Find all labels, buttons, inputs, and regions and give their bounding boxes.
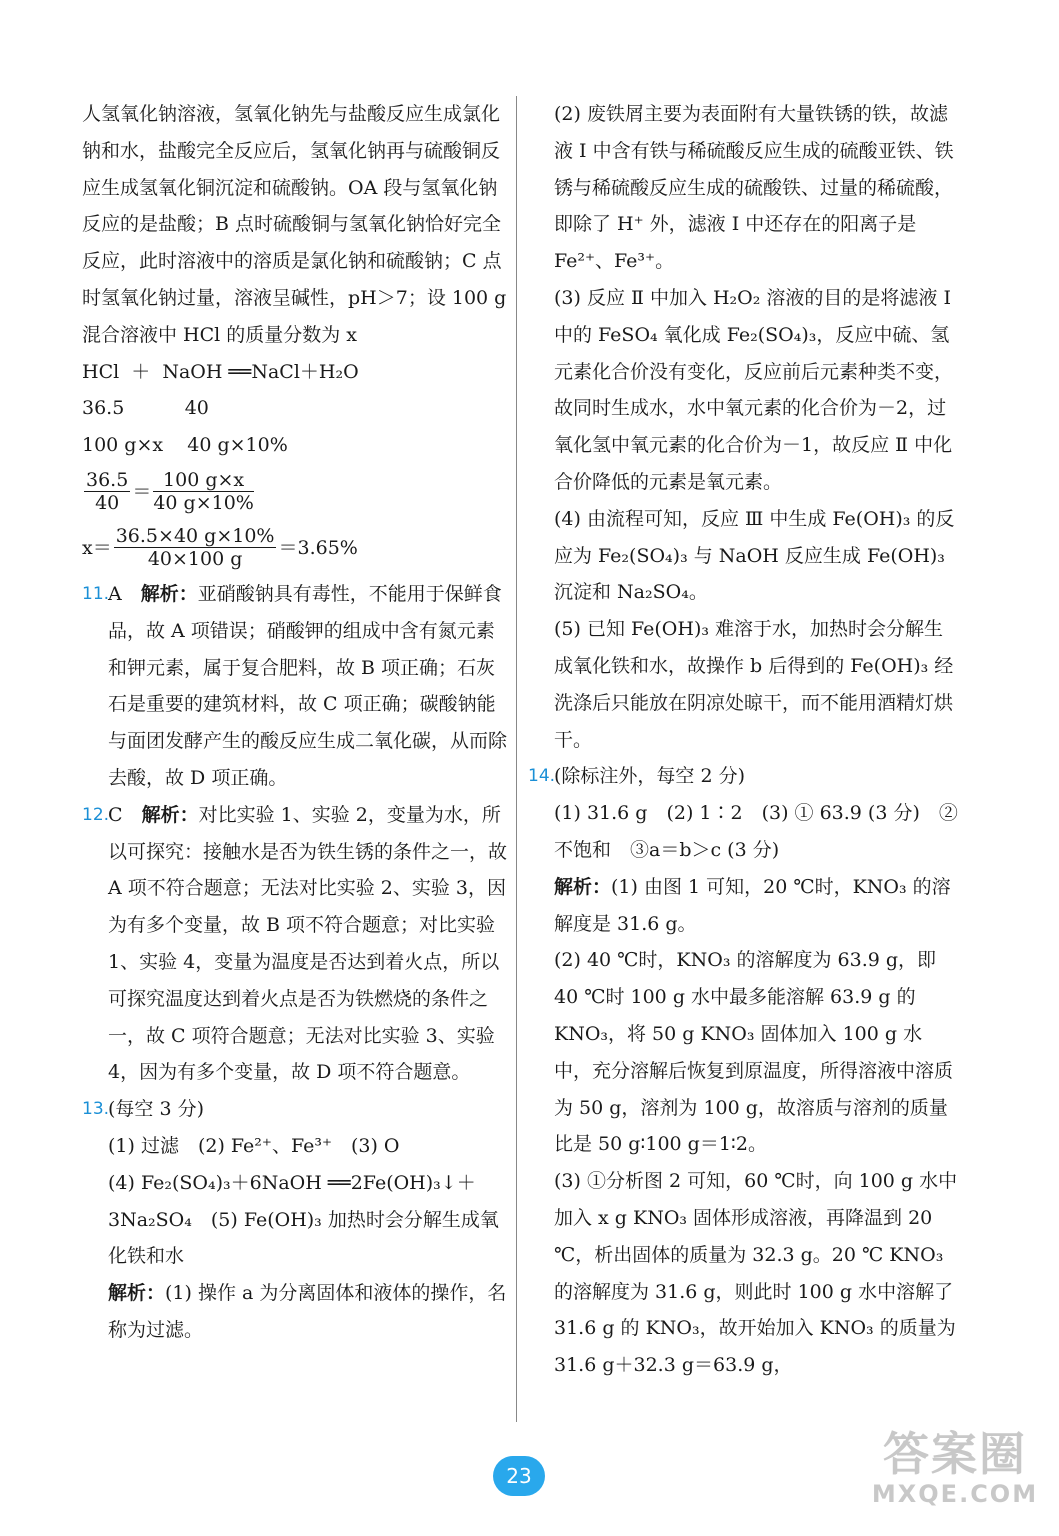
analysis-step-1: (1) 由图 1 可知，20 ℃时，KNO₃ 的溶解度是 31.6 g。 <box>554 875 951 935</box>
right-column <box>528 96 960 1384</box>
answer-line-2: (4) Fe₂(SO₄)₃＋6NaOH ══2Fe(OH)₃↓＋3Na₂SO₄ (5) Fe(OH)₃ 加热时会分解生成氧化铁和水 <box>108 1171 499 1268</box>
column-divider <box>516 96 517 1422</box>
fraction-x: $\frac{36.5\times 40 g\times 10\%}{40\times 100 g}$ <box>115 525 275 571</box>
answer-line-1: (1) 过滤 (2) Fe²⁺、Fe³⁺ (3) O <box>108 1134 400 1157</box>
question-number: 14. <box>528 766 556 787</box>
answer: C <box>108 803 123 826</box>
analysis-step-4: (4) 由流程可知，反应 Ⅲ 中生成 Fe(OH)₃ 的反应为 Fe₂(SO₄)₃ 与 NaOH 反应生成 Fe(OH)₃ 沉淀和 Na₂SO₄。 <box>554 507 955 604</box>
question-number: 13. <box>82 1099 110 1120</box>
score-note: (每空 3 分) <box>108 1098 204 1121</box>
analysis-step-3: (3) 反应 Ⅱ 中加入 H₂O₂ 溶液的目的是将滤液 Ⅰ 中的 FeSO₄ 氧化成 Fe₂(SO₄)₃，反应中硫、氢元素化合价没有变化，反应前后元素种类不变，故同时生成水，水中氧元素的化合价为－2，过氧化氢中氧元素的化合价为－1，故反应 Ⅱ 中化合价降低的元素是氧元素。 <box>554 286 954 493</box>
analysis-text: 对比实验 1、实验 2，变量为水，所以可探究：接触水是否为铁生锈的条件之一，故 A 项不符合题意；无法对比实验 2、实验 3，因为有多个变量，故 B 项不符合题意；对比实验 1、实验 4，变量为温度是否达到着火点，所以可探究温度达到着火点是否为铁燃烧的条件之一，故 C 项符合题意；无法对比实验 3、实验 4，因为有多个变量，故 D 项不符合题意。 <box>108 803 508 1084</box>
question-13 <box>82 1091 508 1349</box>
question-14 <box>528 758 960 1384</box>
question-12 <box>82 797 508 1091</box>
solution-intro: 人氢氧化钠溶液，氢氧化钠先与盐酸反应生成氯化钠和水，盐酸完全反应后，氢氧化钠再与硫酸铜反应生成氢氧化铜沉淀和硫酸钠。OA 段与氢氧化钠反应的是盐酸；B 点时硫酸铜与氢氧化钠恰好完全反应，此时溶液中的溶质是氯化钠和硫酸钠；C 点时氢氧化钠过量，溶液呈碱性，pH＞7；设 100 g 混合溶液中 HCl 的质量分数为 x <box>82 103 507 346</box>
fraction-left: $\frac{36.5}{40}$ <box>86 469 129 515</box>
chem-equation: HCl ＋ NaOH ══NaCl＋H₂O <box>82 360 359 383</box>
analysis-step-5: (5) 已知 Fe(OH)₃ 难溶于水，加热时会分解生成氧化铁和水，故操作 b 后得到的 Fe(OH)₃ 经洗涤后只能放在阴凉处晾干，而不能用酒精灯烘干。 <box>554 618 954 751</box>
left-column <box>82 96 508 1349</box>
question-number: 11. <box>82 583 110 604</box>
page-number-badge: 23 <box>493 1456 545 1496</box>
analysis-step-3: (3) ①分析图 2 可知，60 ℃时，向 100 g 水中加入 x g KNO₃ 固体形成溶液，再降温到 20 ℃，析出固体的质量为 32.3 g。20 ℃ KNO₃ 的溶解度为 31.6 g，则此时 100 g 水中溶解了 31.6 g 的 KNO₃，故开始加入 KNO₃ 的质量为 31.6 g＋32.3 g＝63.9 g， <box>554 1170 958 1377</box>
analysis-step-2: (2) 40 ℃时，KNO₃ 的溶解度为 63.9 g，即 40 ℃时 100 g 水中最多能溶解 63.9 g 的 KNO₃，将 50 g KNO₃ 固体加入 100 g 水中，充分溶解后恢复到原温度，所得溶液中溶质为 50 g，溶剂为 100 g，故溶质与溶剂的质量比是 50 g∶100 g＝1∶2。 <box>554 949 954 1156</box>
proportion-equation: $\frac{36.5}{40}$ ＝ $\frac{100 g\times x}{40 g\times 10\%}$ <box>86 469 254 515</box>
analysis-text: 亚硝酸钠具有毒性，不能用于保鲜食品，故 A 项错误；硝酸钾的组成中含有氮元素和钾元素，属于复合肥料，故 B 项正确；石灰石是重要的建筑材料，故 C 项正确；碳酸钠能与面团发酵产生的酸反应生成二氧化碳，从而除去酸，故 D 项正确。 <box>108 582 508 789</box>
watermark-url: MXQE.COM <box>871 1480 1039 1508</box>
question-11 <box>82 576 508 797</box>
analysis-label: 解析： <box>140 582 198 605</box>
score-note: (除标注外，每空 2 分) <box>554 765 745 788</box>
mass-ratio-row: 36.5 40 <box>82 397 209 420</box>
question-number: 12. <box>82 804 110 825</box>
mass-value-row: 100 g×x 40 g×10% <box>82 434 288 457</box>
analysis-step-1: (1) 操作 a 为分离固体和液体的操作，名称为过滤。 <box>108 1282 507 1341</box>
x-solution: x＝ $\frac{36.5\times 40 g\times 10\%}{40\times 100 g}$ ＝3.65% <box>82 525 358 571</box>
answer: A <box>108 582 122 605</box>
watermark-logo <box>865 1420 1045 1516</box>
watermark-title: 答案圈 <box>883 1427 1027 1481</box>
analysis-label: 解析： <box>108 1282 166 1305</box>
analysis-step-2: (2) 废铁屑主要为表面附有大量铁锈的铁，故滤液 Ⅰ 中含有铁与稀硫酸反应生成的硫酸亚铁、铁锈与稀硫酸反应生成的硫酸铁、过量的稀硫酸，即除了 H⁺ 外，滤液 Ⅰ 中还存在的阳离子是 Fe²⁺、Fe³⁺。 <box>554 103 954 273</box>
analysis-label: 解析： <box>554 875 612 898</box>
answer-line: (1) 31.6 g (2) 1∶2 (3) ① 63.9 (3 分) ②不饱和 ③a＝b＞c (3 分) <box>554 802 958 861</box>
fraction-right: $\frac{100 g\times x}{40 g\times 10\%}$ <box>153 469 254 515</box>
analysis-label: 解析： <box>141 803 199 826</box>
